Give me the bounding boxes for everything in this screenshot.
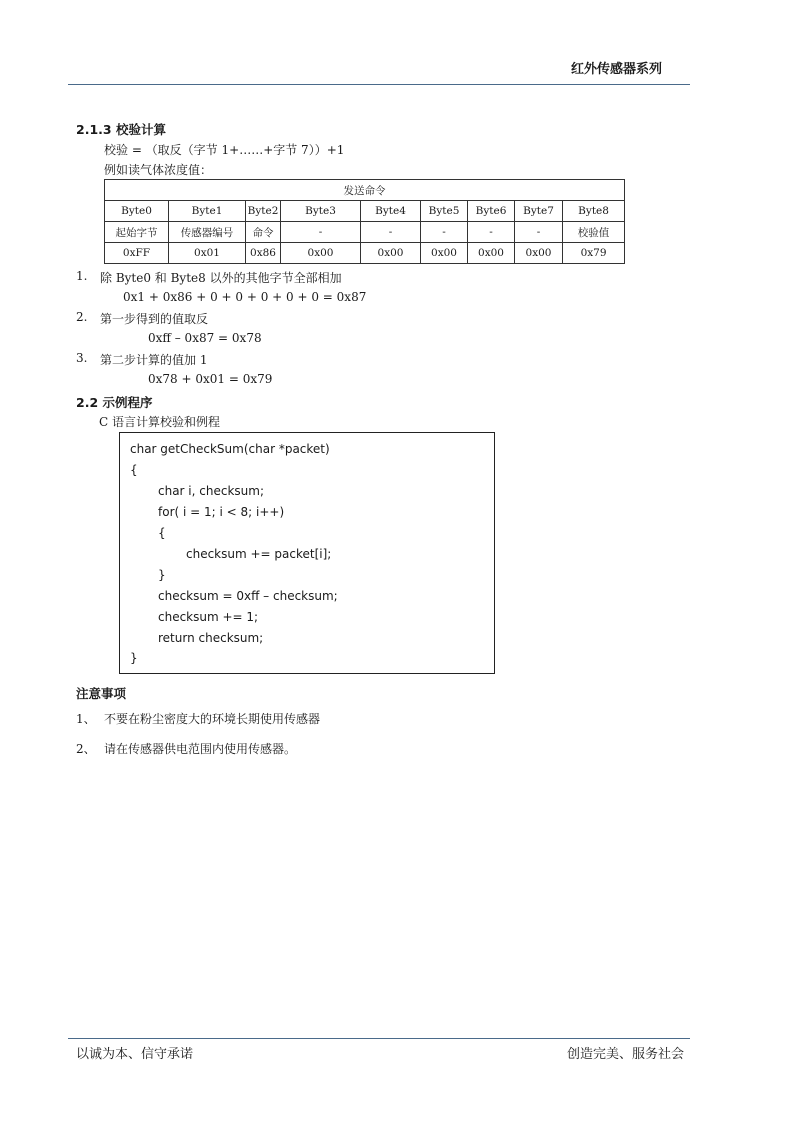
table-header-cell: Byte6: [468, 201, 515, 222]
code-line: {: [130, 463, 138, 477]
footer-left-motto: 以诚为本、信守承诺: [76, 1047, 194, 1062]
code-line: checksum = 0xff – checksum;: [158, 589, 338, 603]
table-cell: 0x00: [361, 243, 421, 264]
table-cell: 0x86: [246, 243, 281, 264]
code-line: for( i = 1; i < 8; i++): [158, 505, 285, 519]
table-row: [105, 222, 625, 243]
note-number: 2、: [76, 742, 96, 756]
table-cell: 校验值: [563, 222, 625, 243]
table-header-cell: Byte0: [105, 201, 169, 222]
table-cell: 0x79: [563, 243, 625, 264]
table-cell: 0x00: [281, 243, 361, 264]
table-header-row: [105, 201, 625, 222]
section-heading-example: 2.2 示例程序: [76, 395, 153, 410]
table-cell: -: [361, 222, 421, 243]
header-title: 红外传感器系列: [570, 62, 662, 77]
table-cell: 命令: [246, 222, 281, 243]
send-command-table: [104, 179, 625, 264]
step-text: 第二步计算的值加 1: [100, 353, 208, 367]
table-header-cell: Byte4: [361, 201, 421, 222]
table-header-cell: Byte7: [515, 201, 563, 222]
example-intro: 例如读气体浓度值：: [104, 163, 213, 177]
example-intro-text: C 语言计算校验和例程: [99, 415, 220, 429]
note-text: 不要在粉尘密度大的环境长期使用传感器: [104, 712, 321, 726]
table-cell: -: [281, 222, 361, 243]
step-calculation: 0x1 + 0x86 + 0 + 0 + 0 + 0 + 0 = 0x87: [123, 290, 367, 304]
table-header-cell: Byte1: [169, 201, 246, 222]
table-row: [105, 243, 625, 264]
note-text: 请在传感器供电范围内使用传感器。: [104, 742, 297, 756]
step-calculation: 0x78 + 0x01 = 0x79: [148, 372, 273, 386]
table-cell: 0xFF: [105, 243, 169, 264]
table-cell: 0x00: [515, 243, 563, 264]
step-calculation: 0xff – 0x87 = 0x78: [148, 331, 262, 345]
code-line: checksum += packet[i];: [186, 547, 332, 561]
table-cell: -: [421, 222, 468, 243]
code-block: [119, 432, 495, 674]
table-header-cell: Byte2: [246, 201, 281, 222]
table-header-cell: Byte3: [281, 201, 361, 222]
step-text: 第一步得到的值取反: [100, 312, 209, 326]
footer-rule: [68, 1038, 690, 1039]
table-cell: -: [468, 222, 515, 243]
table-header-cell: Byte8: [563, 201, 625, 222]
notes-heading: 注意事项: [76, 686, 127, 701]
header-rule: [68, 84, 690, 85]
table-cell: 0x00: [468, 243, 515, 264]
code-line: }: [130, 651, 138, 665]
table-cell: 0x01: [169, 243, 246, 264]
step-number: 2.: [76, 310, 88, 324]
note-number: 1、: [76, 712, 96, 726]
table-caption: 发送命令: [105, 180, 625, 201]
section-heading-checksum: 2.1.3 校验计算: [76, 122, 166, 137]
table-header-cell: Byte5: [421, 201, 468, 222]
table-cell: 传感器编号: [169, 222, 246, 243]
table-cell: 起始字节: [105, 222, 169, 243]
table-cell: -: [515, 222, 563, 243]
checksum-formula: 校验 = （取反（字节 1+……+字节 7））+1: [104, 143, 345, 157]
step-number: 1.: [76, 269, 88, 283]
code-line: }: [158, 568, 166, 582]
footer-right-motto: 创造完美、服务社会: [566, 1047, 684, 1062]
code-line: char getCheckSum(char *packet): [130, 442, 330, 456]
code-line: checksum += 1;: [158, 610, 259, 624]
code-line: char i, checksum;: [158, 484, 264, 498]
code-line: return checksum;: [158, 631, 264, 645]
step-number: 3.: [76, 351, 88, 365]
code-line: {: [158, 526, 166, 540]
table-cell: 0x00: [421, 243, 468, 264]
table-caption-row: [105, 180, 625, 201]
step-text: 除 Byte0 和 Byte8 以外的其他字节全部相加: [100, 271, 342, 285]
